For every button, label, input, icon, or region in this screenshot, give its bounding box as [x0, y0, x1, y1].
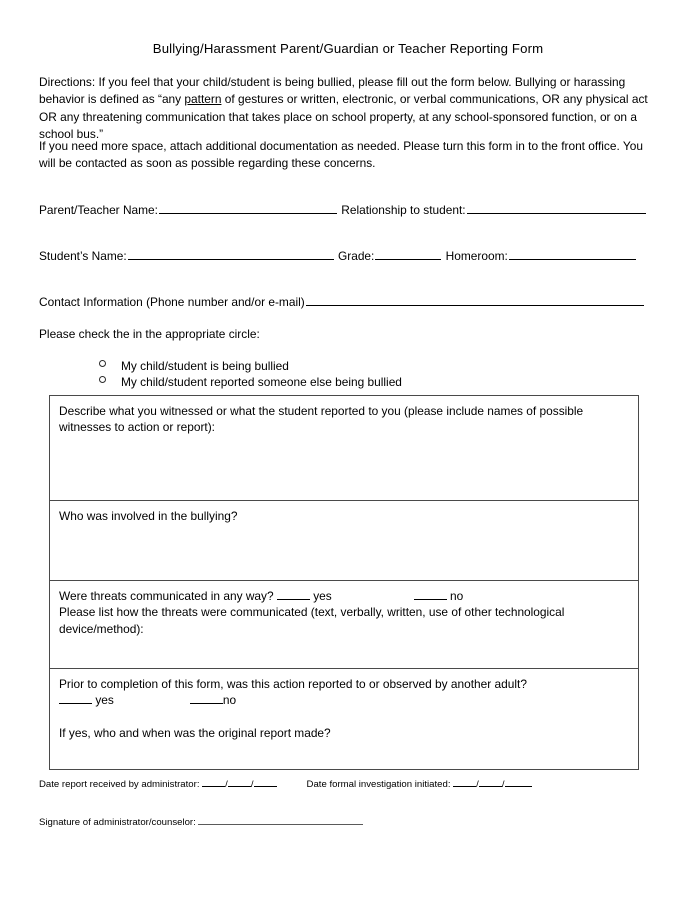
prior-report-yes-label: yes: [95, 693, 114, 708]
date-received-month-input[interactable]: [202, 777, 225, 787]
homeroom-input[interactable]: [509, 248, 636, 260]
parent-teacher-name-row: [39, 202, 657, 218]
involved-prompt: Who was involved in the bullying?: [59, 509, 238, 523]
date-received-year-input[interactable]: [254, 777, 277, 787]
table-row[interactable]: [50, 669, 638, 769]
threats-no-label: no: [450, 589, 464, 603]
prior-report-no-label: no: [222, 693, 237, 708]
threats-no-input[interactable]: [414, 588, 447, 600]
prior-report-yes-input[interactable]: [59, 692, 92, 704]
student-name-row: [39, 248, 657, 264]
date-received-day-input[interactable]: [228, 777, 251, 787]
date-investigation-month-input[interactable]: [453, 777, 476, 787]
prior-report-answer-line: [59, 692, 629, 708]
date-received-label: Date report received by administrator:: [39, 778, 200, 790]
checkbox-option-label: My child/student is being bullied: [121, 359, 289, 373]
directions-tail-text: of gestures or written, electronic, or verbal communications, OR any physical act OR any threatening communication that takes place on school property, at any school-sponsored function, or on a school bus.”: [39, 92, 648, 141]
student-name-input[interactable]: [128, 248, 334, 260]
relationship-input[interactable]: [467, 202, 646, 214]
directions-underlined-word: pattern: [184, 92, 222, 107]
date-separator: /: [225, 778, 228, 790]
threats-question-line: [59, 588, 629, 604]
grade-input[interactable]: [375, 248, 441, 260]
date-separator: /: [501, 778, 505, 790]
signature-row: [39, 815, 363, 829]
checkbox-options-list: [99, 358, 402, 390]
contact-information-input[interactable]: [306, 294, 644, 306]
signature-input[interactable]: [198, 815, 363, 825]
threats-yes-label: yes: [313, 589, 332, 603]
table-row[interactable]: [50, 581, 638, 669]
contact-information-row: [39, 294, 657, 310]
check-instruction: Please check the in the appropriate circle:: [39, 327, 260, 341]
checkbox-option-reported-other[interactable]: [99, 374, 402, 390]
threats-yes-input[interactable]: [277, 588, 310, 600]
response-boxes-table: [49, 395, 639, 770]
table-row[interactable]: [50, 396, 638, 501]
prior-report-question: Prior to completion of this form, was this action reported to or observed by another adult?: [59, 677, 527, 691]
directions-lead-text: Directions: If you feel that your child/student is being bullied, please fill out the form below. Bullying or harassing behavior is defined as “any: [39, 75, 626, 107]
threats-question-label: Were threats communicated in any way?: [59, 589, 274, 603]
admin-dates-row: [39, 777, 532, 791]
page-title: Bullying/Harassment Parent/Guardian or Teacher Reporting Form: [152, 41, 544, 56]
prior-report-no-input[interactable]: [190, 692, 223, 704]
date-investigation-day-input[interactable]: [479, 777, 502, 787]
signature-label: Signature of administrator/counselor:: [39, 816, 196, 828]
homeroom-label: Homeroom:: [445, 249, 508, 263]
spacer-line: [59, 709, 629, 725]
checkbox-option-label: My child/student reported someone else being bullied: [121, 375, 402, 389]
date-investigation-label: Date formal investigation initiated:: [306, 778, 451, 790]
describe-prompt: Describe what you witnessed or what the student reported to you (please include names of possible witnesses to action or report):: [59, 404, 584, 435]
grade-label: Grade:: [338, 249, 375, 263]
table-row[interactable]: [50, 501, 638, 581]
more-space-paragraph: If you need more space, attach additional documentation as needed. Please turn this form in to the front office. You will be contacted as soon as possible regarding these concerns.: [39, 139, 643, 171]
contact-information-label: Contact Information (Phone number and/or e-mail): [39, 295, 305, 309]
circle-icon[interactable]: [99, 360, 106, 367]
date-investigation-year-input[interactable]: [505, 777, 532, 787]
parent-teacher-name-input[interactable]: [159, 202, 337, 214]
date-separator: /: [250, 778, 254, 790]
student-name-label: Student’s Name:: [39, 249, 127, 263]
parent-teacher-name-label: Parent/Teacher Name:: [39, 203, 158, 217]
prior-report-followup: If yes, who and when was the original report made?: [59, 725, 331, 740]
threats-list-prompt: Please list how the threats were communicated (text, verbally, written, use of other technological device/method):: [59, 605, 565, 636]
circle-icon[interactable]: [99, 376, 106, 383]
checkbox-option-being-bullied[interactable]: [99, 358, 402, 374]
date-separator: /: [476, 778, 479, 790]
directions-paragraph: [39, 74, 657, 143]
relationship-label: Relationship to student:: [341, 203, 466, 217]
